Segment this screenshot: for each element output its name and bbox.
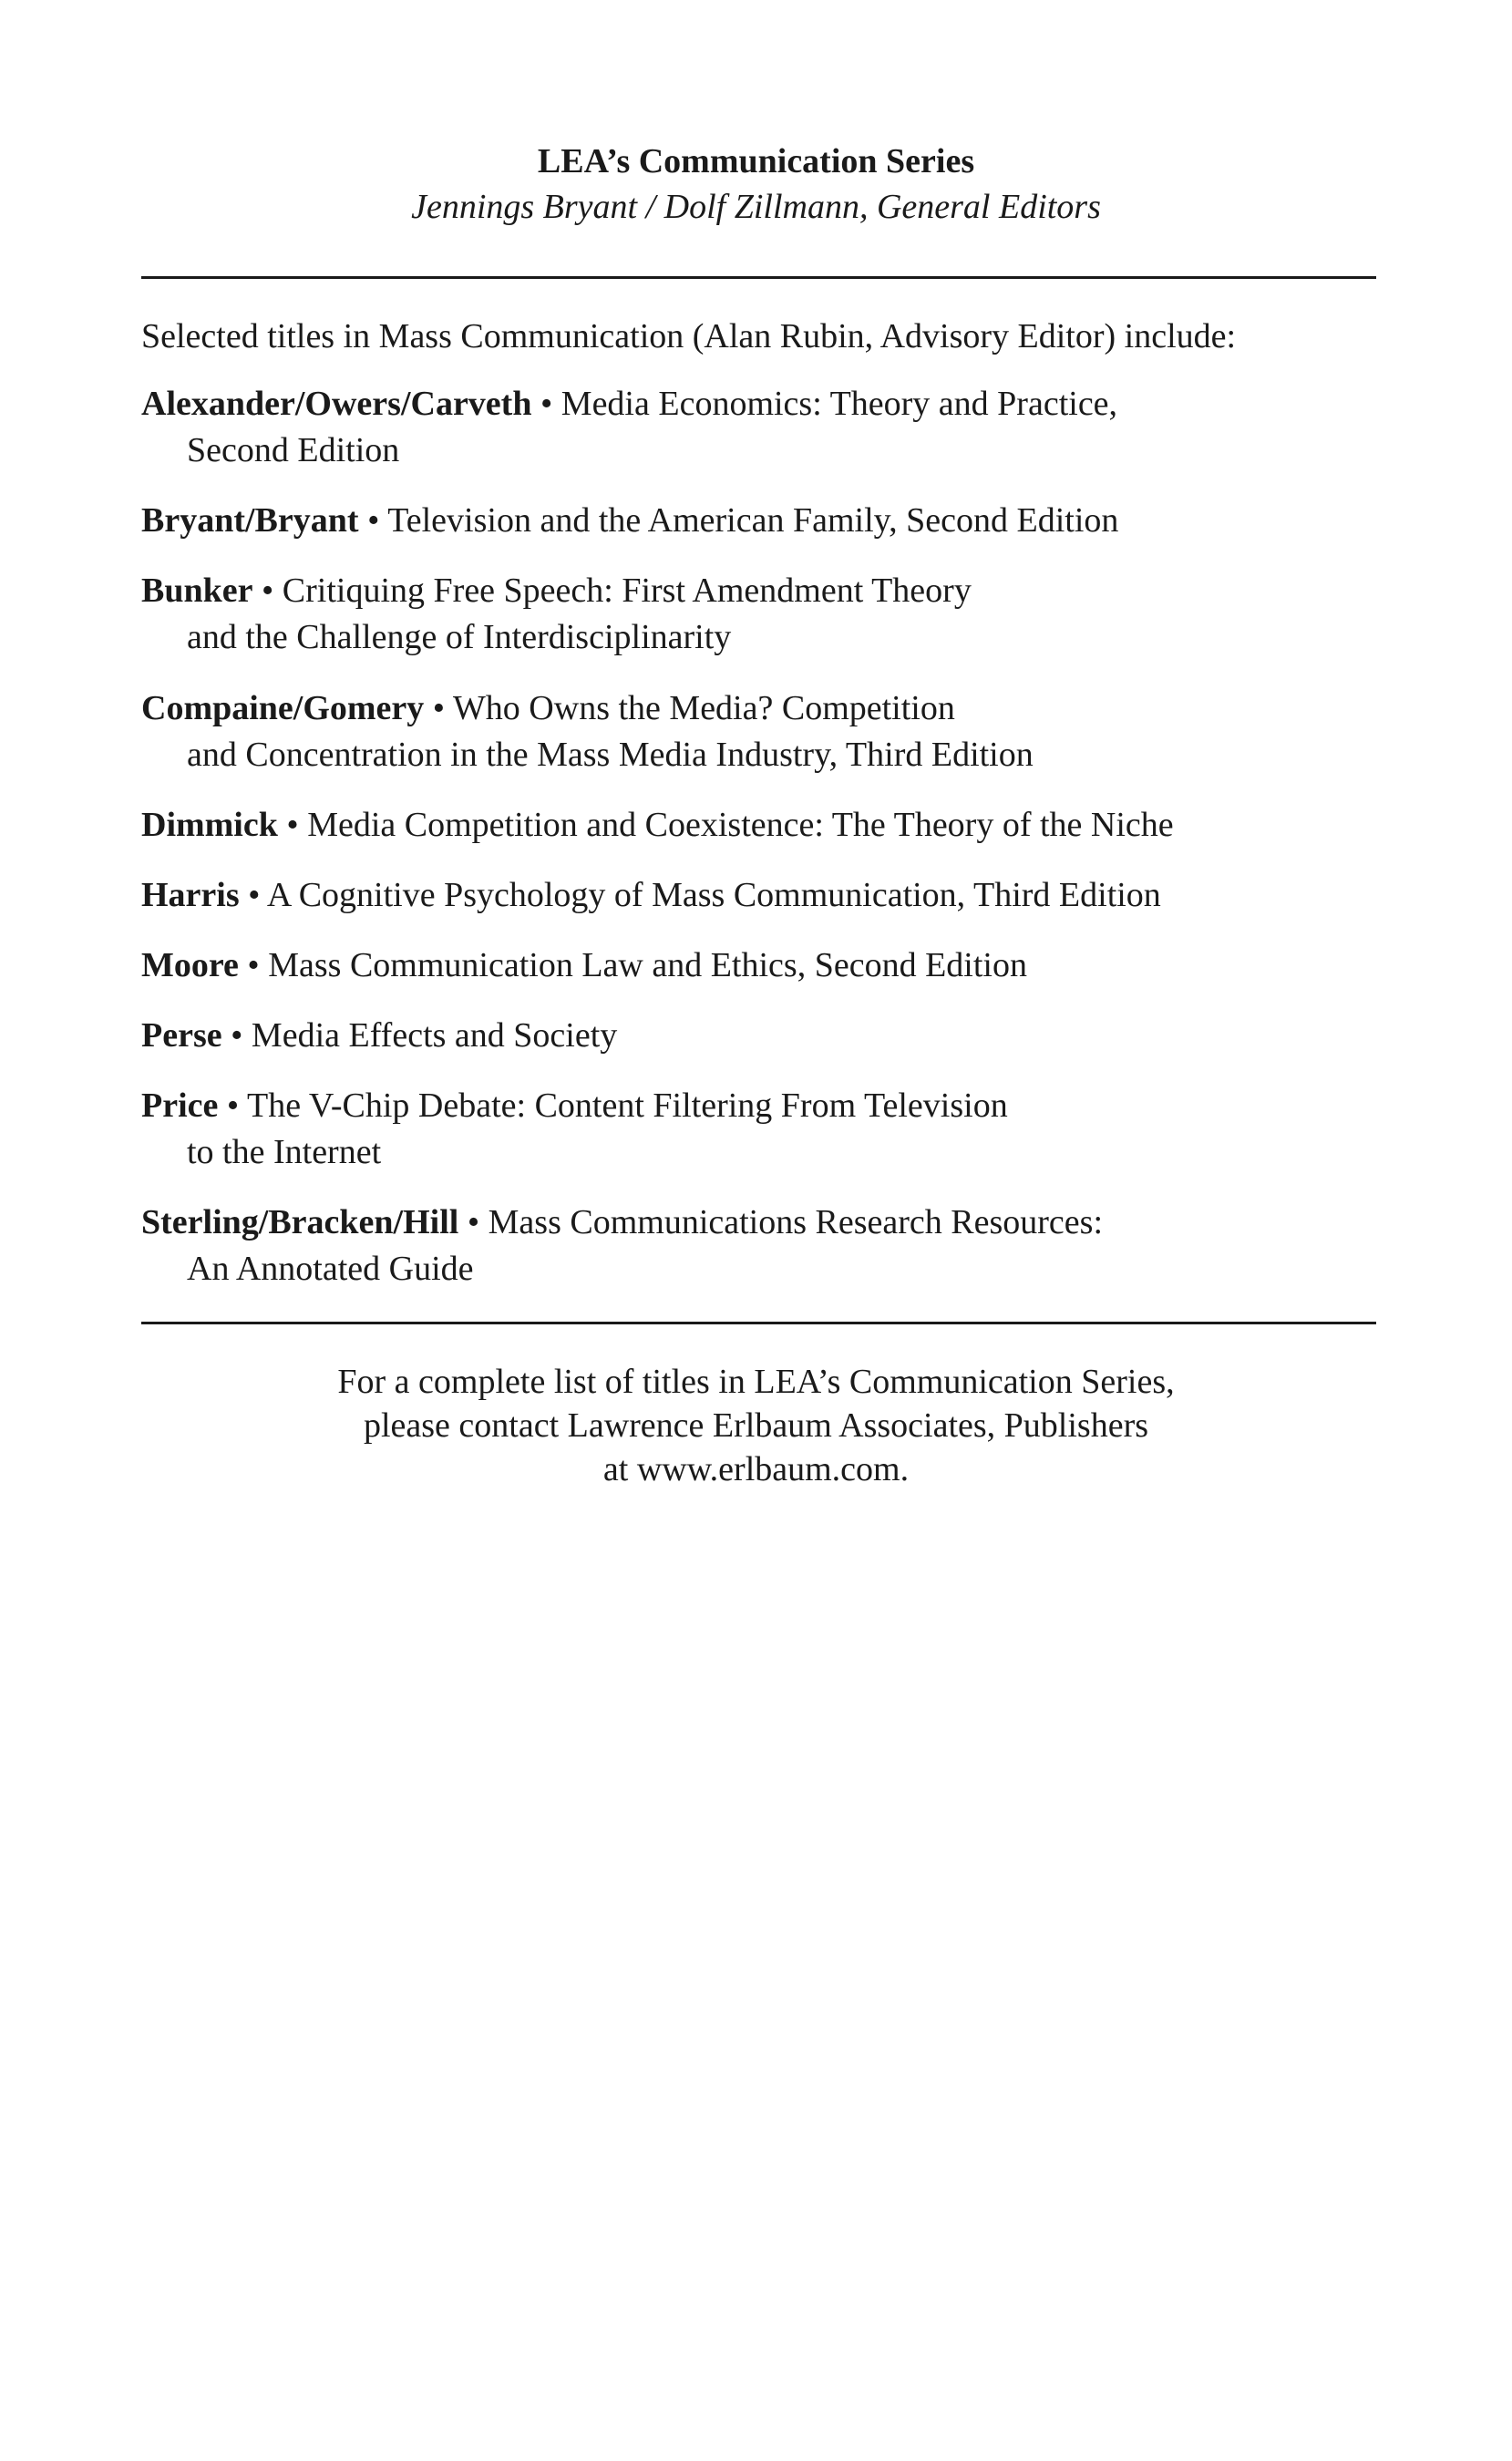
bullet: •	[248, 876, 261, 914]
entry-author: Price	[141, 1086, 219, 1125]
title-entry-moore	[141, 942, 1376, 989]
top-divider	[141, 276, 1376, 279]
entry-title-continued: and the Challenge of Interdisciplinarity	[187, 618, 732, 656]
entry-author: Dimmick	[141, 806, 278, 844]
title-entry-perse	[141, 1013, 1376, 1059]
series-title: LEA’s Communication Series	[537, 142, 975, 180]
title-entry-dimmick	[141, 802, 1376, 849]
footer-line-1: For a complete list of titles in LEA’s Communication Series,	[337, 1363, 1175, 1401]
general-editors: Jennings Bryant / Dolf Zillmann, General Editors	[411, 188, 1101, 226]
bullet: •	[226, 1086, 240, 1125]
entry-line	[141, 1013, 1376, 1059]
entry-title-continued: Second Edition	[187, 431, 400, 469]
entry-line	[141, 942, 1376, 989]
entry-author: Bunker	[141, 571, 253, 610]
entry-title: Mass Communication Law and Ethics, Second Edition	[268, 946, 1027, 984]
bullet: •	[231, 1016, 243, 1055]
entry-line	[141, 872, 1376, 919]
entry-title: A Cognitive Psychology of Mass Communication, Third Edition	[266, 876, 1161, 914]
entry-title-continued: An Annotated Guide	[187, 1250, 474, 1288]
bullet: •	[467, 1203, 480, 1241]
title-entry-harris	[141, 872, 1376, 919]
entry-title: Media Economics: Theory and Practice,	[561, 385, 1118, 423]
bullet: •	[540, 385, 553, 423]
entry-author: Perse	[141, 1016, 222, 1055]
entry-author: Alexander/Owers/Carveth	[141, 385, 532, 423]
entry-author: Harris	[141, 876, 240, 914]
entry-author: Moore	[141, 946, 239, 984]
entry-line	[141, 1083, 1376, 1129]
entry-title-continued: and Concentration in the Mass Media Industry, Third Edition	[187, 736, 1034, 774]
entry-line	[141, 498, 1376, 544]
entry-author: Compaine/Gomery	[141, 689, 425, 727]
entry-title: Media Effects and Society	[251, 1016, 618, 1055]
entry-line	[141, 685, 1376, 732]
entry-author: Sterling/Bracken/Hill	[141, 1203, 459, 1241]
footer-note	[0, 1360, 1512, 1491]
bottom-divider	[141, 1322, 1376, 1324]
bullet: •	[247, 946, 260, 984]
title-entry-bunker	[141, 568, 1376, 661]
entry-title: Mass Communications Research Resources:	[488, 1203, 1104, 1241]
title-entry-sterling	[141, 1200, 1376, 1292]
intro-text: Selected titles in Mass Communication (Alan Rubin, Advisory Editor) include:	[141, 317, 1237, 355]
footer-line-3: at www.erlbaum.com.	[602, 1450, 910, 1488]
entry-title: The V-Chip Debate: Content Filtering From Television	[247, 1086, 1008, 1125]
entry-title: Television and the American Family, Second Edition	[387, 501, 1119, 540]
bullet: •	[286, 806, 299, 844]
bullet: •	[261, 571, 274, 610]
entry-line	[141, 568, 1376, 614]
title-entry-bryant	[141, 498, 1376, 544]
entry-title: Who Owns the Media? Competition	[452, 689, 955, 727]
footer-line-2: please contact Lawrence Erlbaum Associates, Publishers	[363, 1406, 1149, 1445]
title-entry-alexander	[141, 381, 1376, 474]
bullet: •	[432, 689, 446, 727]
entry-line	[141, 802, 1376, 849]
title-entry-compaine	[141, 685, 1376, 778]
entry-line	[141, 381, 1376, 427]
bullet: •	[367, 501, 380, 540]
entry-author: Bryant/Bryant	[141, 501, 359, 540]
title-entry-price	[141, 1083, 1376, 1176]
entry-line	[141, 1200, 1376, 1246]
entry-title-continued: to the Internet	[187, 1133, 382, 1171]
entry-title: Media Competition and Coexistence: The Theory of the Niche	[307, 806, 1174, 844]
entry-title: Critiquing Free Speech: First Amendment Theory	[282, 571, 972, 610]
